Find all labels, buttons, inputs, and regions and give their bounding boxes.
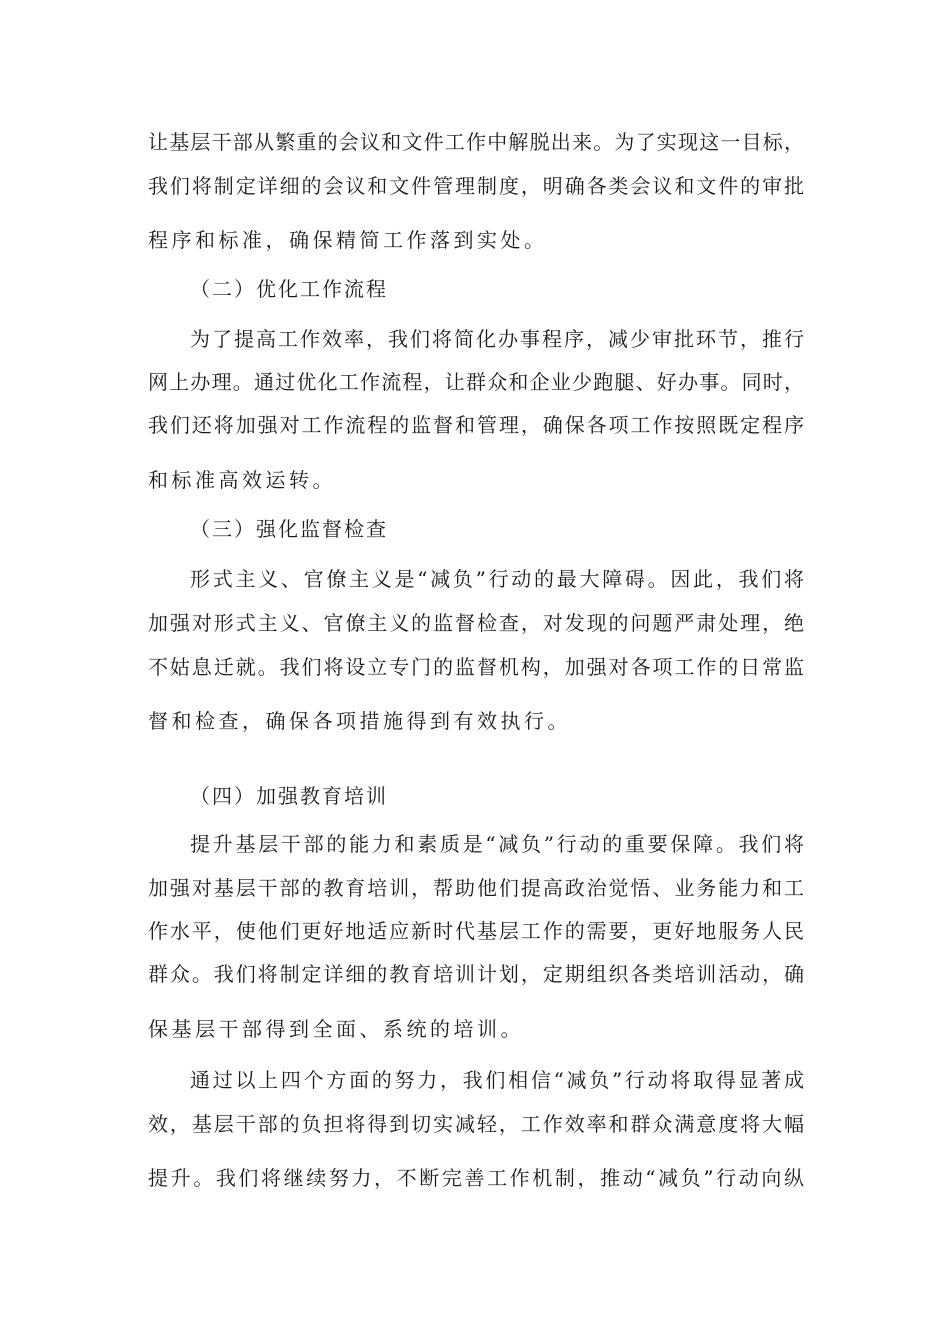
- paragraph-line: 为了提高工作效率，我们将简化办事程序，减少审批环节，推行: [190, 327, 804, 351]
- paragraph-line: 效，基层干部的负担将得到切实减轻，工作效率和群众满意度将大幅: [148, 1112, 804, 1136]
- paragraph-line: 形式主义、官僚主义是“减负”行动的最大障碍。因此，我们将: [190, 567, 804, 591]
- paragraph-line: 提升基层干部的能力和素质是“减负”行动的重要保障。我们将: [190, 832, 804, 856]
- paragraph-line: 通过以上四个方面的努力，我们相信“减负”行动将取得显著成: [190, 1068, 804, 1092]
- section-heading: （二）优化工作流程: [190, 277, 388, 301]
- section-heading: （四）加强教育培训: [190, 784, 388, 808]
- paragraph-line: 加强对基层干部的教育培训，帮助他们提高政治觉悟、业务能力和工: [148, 876, 804, 900]
- paragraph-line: 和标准高效运转。: [148, 468, 336, 492]
- section-heading: （三）强化监督检查: [190, 517, 388, 541]
- paragraph-line: 作水平，使他们更好地适应新时代基层工作的需要，更好地服务人民: [148, 919, 804, 943]
- paragraph-line: 网上办理。通过优化工作流程，让群众和企业少跑腿、好办事。同时，: [148, 370, 804, 394]
- paragraph-line: 我们将制定详细的会议和文件管理制度，明确各类会议和文件的审批: [148, 174, 804, 198]
- paragraph-line: 加强对形式主义、官僚主义的监督检查，对发现的问题严肃处理，绝: [148, 611, 804, 635]
- paragraph-line: 督和检查，确保各项措施得到有效执行。: [148, 709, 571, 733]
- paragraph-line: 程序和标准，确保精简工作落到实处。: [148, 228, 548, 252]
- paragraph-line: 提升。我们将继续努力，不断完善工作机制，推动“减负”行动向纵: [148, 1166, 804, 1190]
- paragraph-line: 我们还将加强对工作流程的监督和管理，确保各项工作按照既定程序: [148, 413, 804, 437]
- paragraph-line: 群众。我们将制定详细的教育培训计划，定期组织各类培训活动，确: [148, 962, 804, 986]
- paragraph-line: 不姑息迁就。我们将设立专门的监督机构，加强对各项工作的日常监: [148, 655, 804, 679]
- paragraph-line: 保基层干部得到全面、系统的培训。: [148, 1017, 524, 1041]
- paragraph-line: 让基层干部从繁重的会议和文件工作中解脱出来。为了实现这一目标，: [148, 130, 804, 154]
